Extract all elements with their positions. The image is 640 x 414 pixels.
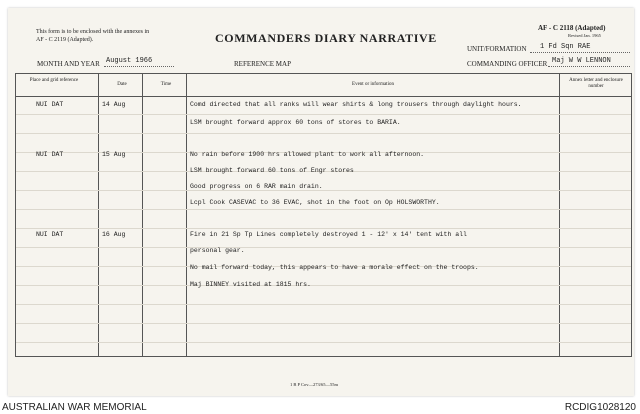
commanding-officer-line <box>548 66 630 67</box>
ruled-line <box>16 133 631 134</box>
entry-event: Lcpl Cook CASEVAC to 36 EVAC, shot in the foot on Op HOLSWORTHY. <box>190 199 440 206</box>
month-year-label: MONTH AND YEAR <box>37 60 100 68</box>
entry-date: 14 Aug <box>102 101 126 108</box>
watermark-left: AUSTRALIAN WAR MEMORIAL <box>2 402 147 413</box>
entry-event: No mail forward today, this appears to have a morale effect on the troops. <box>190 264 479 271</box>
ruled-line <box>16 342 631 343</box>
header-annex: Annex letter and enclosure number <box>569 78 623 89</box>
ruled-line <box>16 285 631 286</box>
ruled-line <box>16 323 631 324</box>
unit-value: 1 Fd Sqn RAE <box>540 43 591 51</box>
ruled-line <box>16 304 631 305</box>
diary-table <box>15 73 632 357</box>
column-divider <box>98 74 99 356</box>
reference-map-label: REFERENCE MAP <box>234 60 291 68</box>
page-title: COMMANDERS DIARY NARRATIVE <box>215 31 437 45</box>
unit-line <box>530 52 630 53</box>
column-divider <box>186 74 187 356</box>
entry-event: LSM brought forward 60 tons of Engr stores <box>190 167 354 174</box>
ruled-line <box>16 209 631 210</box>
commanding-officer-label: COMMANDING OFFICER <box>467 60 548 68</box>
column-divider <box>142 74 143 356</box>
entry-date: 15 Aug <box>102 151 126 158</box>
entry-event: No rain before 1900 hrs allowed plant to work all afternoon. <box>190 151 425 158</box>
month-year-line <box>104 66 174 67</box>
table-header <box>16 74 631 97</box>
entry-place: NUI DAT <box>36 151 64 158</box>
header-place: Place and grid reference <box>29 78 79 83</box>
header-date: Date <box>117 82 127 87</box>
entry-event: Comd directed that all ranks will wear shirts & long trousers through daylight hours. <box>190 101 522 108</box>
entry-event: Fire in 21 Sp Tp Lines completely destroyed 1 - 12' x 14' tent with all <box>190 231 467 238</box>
ruled-line <box>16 247 631 248</box>
watermark-right: RCDIG1028120 <box>564 402 636 413</box>
revised-note: Revised Jan. 1965 <box>568 33 601 38</box>
commanding-officer-value: Maj W W LENNON <box>552 57 611 65</box>
entry-event: LSM brought forward approx 60 tons of stores to BARIA. <box>190 119 401 126</box>
entry-place: NUI DAT <box>36 231 64 238</box>
month-year-value: August 1966 <box>106 57 153 65</box>
print-code: 1 B P Cov—273/65—55m <box>290 382 338 387</box>
enclosure-note: This form is to be enclosed with the annexes in AF - C 2119 (Adapted). <box>36 29 150 43</box>
header-time: Time <box>160 82 172 87</box>
ruled-line <box>16 228 631 229</box>
ruled-line <box>16 190 631 191</box>
form-code: AF - C 2118 (Adapted) <box>538 24 606 32</box>
ruled-line <box>16 114 631 115</box>
entry-event: personal gear. <box>190 247 245 254</box>
entry-event: Maj BINNEY visited at 1815 hrs. <box>190 281 311 288</box>
column-divider <box>559 74 560 356</box>
unit-label: UNIT/FORMATION <box>467 45 527 53</box>
entry-place: NUI DAT <box>36 101 64 108</box>
entry-event: Good progress on 6 RAR main drain. <box>190 183 323 190</box>
header-event: Event or information <box>352 82 394 87</box>
entry-date: 16 Aug <box>102 231 126 238</box>
